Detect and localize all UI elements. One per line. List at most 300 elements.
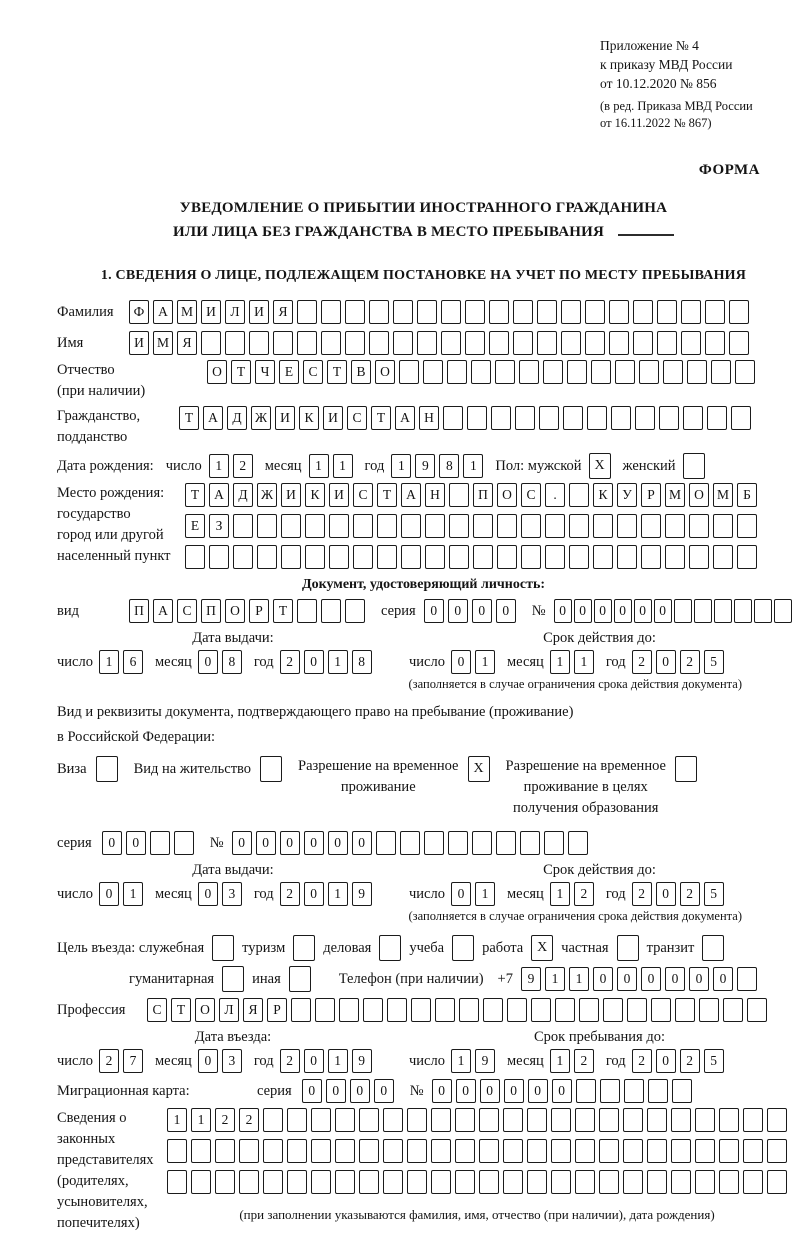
char-cell: Р <box>249 599 269 623</box>
birth-place-cells-row3 <box>185 545 757 569</box>
form-label: ФОРМА <box>698 162 760 178</box>
char-cell: А <box>395 406 415 430</box>
permit-issue-day-cells <box>99 882 143 906</box>
sex-female-label: женский <box>622 457 676 474</box>
char-cell <box>623 1170 643 1194</box>
char-cell: 0 <box>656 650 676 674</box>
migration-card-row <box>57 1077 790 1104</box>
char-cell <box>359 1108 379 1132</box>
sex-male-checkbox: X <box>589 453 611 479</box>
char-cell <box>714 599 732 623</box>
char-cell: Т <box>377 483 397 507</box>
char-cell <box>473 514 493 538</box>
char-cell <box>435 998 455 1022</box>
char-cell <box>735 360 755 384</box>
char-cell: 0 <box>304 882 324 906</box>
migration-series-label: серия <box>257 1082 292 1099</box>
permit-valid-note: (заполняется в случае ограничения срока действия документа) <box>408 909 742 923</box>
char-cell <box>729 300 749 324</box>
purpose-tourism-label: туризм <box>242 939 286 956</box>
char-cell <box>695 1170 715 1194</box>
patronymic-label-line2: (при наличии) <box>57 383 146 399</box>
char-cell <box>263 1170 283 1194</box>
char-cell: Ж <box>257 483 277 507</box>
char-cell: 0 <box>504 1079 524 1103</box>
citizenship-label <box>57 406 179 448</box>
char-cell: 0 <box>198 1049 218 1073</box>
char-cell: А <box>401 483 421 507</box>
char-cell <box>731 406 751 430</box>
char-cell <box>641 514 661 538</box>
char-cell: 0 <box>656 1049 676 1073</box>
purpose-private-label: частная <box>561 939 609 956</box>
char-cell <box>635 406 655 430</box>
char-cell: 5 <box>704 882 724 906</box>
purpose-work-checkbox: X <box>531 935 553 961</box>
char-cell <box>359 1170 379 1194</box>
char-cell: Е <box>279 360 299 384</box>
char-cell <box>707 406 727 430</box>
char-cell <box>767 1139 787 1163</box>
purpose-official-checkbox <box>212 935 234 961</box>
char-cell <box>263 1139 283 1163</box>
migration-series-cells <box>302 1079 394 1103</box>
char-cell <box>315 998 335 1022</box>
char-cell: 2 <box>632 882 652 906</box>
char-cell: 7 <box>123 1049 143 1073</box>
doc-valid-group <box>409 630 790 674</box>
purpose-business-checkbox <box>379 935 401 961</box>
stay-year-label: год <box>605 1053 626 1069</box>
char-cell <box>479 1108 499 1132</box>
char-cell <box>311 1139 331 1163</box>
purpose-other-checkbox <box>289 966 311 992</box>
char-cell: 9 <box>352 882 372 906</box>
entry-day-cells <box>99 1049 143 1073</box>
char-cell <box>369 331 389 355</box>
doc-issue-group <box>57 630 409 674</box>
char-cell: 1 <box>209 454 229 478</box>
char-cell: 0 <box>656 882 676 906</box>
char-cell <box>539 406 559 430</box>
char-cell <box>527 1170 547 1194</box>
char-cell: И <box>323 406 343 430</box>
char-cell <box>273 331 293 355</box>
char-cell: 0 <box>654 599 672 623</box>
char-cell: 1 <box>333 454 353 478</box>
char-cell <box>281 514 301 538</box>
char-cell <box>689 545 709 569</box>
char-cell <box>407 1170 427 1194</box>
char-cell <box>431 1170 451 1194</box>
citizenship-cells <box>179 406 751 430</box>
form-title-line2-wrap <box>57 220 790 244</box>
char-cell <box>647 1139 667 1163</box>
char-cell <box>767 1108 787 1132</box>
entry-dates-row <box>57 1029 790 1073</box>
doc-issue-month-label: месяц <box>154 654 192 670</box>
char-cell <box>447 360 467 384</box>
char-cell <box>647 1108 667 1132</box>
char-cell: И <box>275 406 295 430</box>
representatives-row <box>57 1108 790 1234</box>
birth-month-label: месяц <box>264 457 302 474</box>
birth-date-row <box>57 452 790 479</box>
stay-month-cells <box>550 1049 594 1073</box>
permit-valid-year-label: год <box>605 886 626 902</box>
char-cell <box>297 599 317 623</box>
char-cell: 1 <box>545 967 565 991</box>
char-cell <box>399 360 419 384</box>
char-cell <box>657 300 677 324</box>
permit-valid-group <box>409 862 790 906</box>
char-cell <box>603 998 623 1022</box>
char-cell <box>671 1108 691 1132</box>
char-cell <box>551 1139 571 1163</box>
char-cell <box>167 1139 187 1163</box>
char-cell: 1 <box>99 650 119 674</box>
char-cell <box>719 1139 739 1163</box>
char-cell <box>257 514 277 538</box>
char-cell: Я <box>177 331 197 355</box>
char-cell <box>215 1139 235 1163</box>
char-cell <box>497 514 517 538</box>
purpose-humanitarian-label: гуманитарная <box>129 970 215 987</box>
char-cell: 1 <box>451 1049 471 1073</box>
char-cell <box>674 599 692 623</box>
char-cell <box>521 545 541 569</box>
char-cell <box>297 300 317 324</box>
permit-issue-month-label: месяц <box>154 886 192 902</box>
temp-residence-label: Разрешение на временное проживание <box>298 758 459 795</box>
char-cell <box>513 300 533 324</box>
doc-dates-row <box>57 630 790 674</box>
doc-issue-day-label: число <box>57 654 93 670</box>
char-cell <box>305 514 325 538</box>
char-cell: У <box>617 483 637 507</box>
appendix-line-3: от 10.12.2020 № 856 <box>600 76 717 91</box>
citizenship-row <box>57 406 790 448</box>
birth-place-label-line3: город или другой <box>57 527 164 543</box>
sex-female-checkbox <box>683 453 705 479</box>
char-cell: 2 <box>680 882 700 906</box>
doc-number-cells <box>554 599 792 623</box>
char-cell: 0 <box>614 599 632 623</box>
permit-valid-day-label: число <box>409 886 445 902</box>
char-cell: К <box>593 483 613 507</box>
permit-issue-day-label: число <box>57 886 93 902</box>
char-cell: 1 <box>550 882 570 906</box>
birth-place-cells <box>185 483 757 569</box>
representatives-label-line5: усыновителях, <box>57 1194 148 1210</box>
char-cell: 2 <box>680 1049 700 1073</box>
form-title-line1: УВЕДОМЛЕНИЕ О ПРИБЫТИИ ИНОСТРАННОГО ГРАЖДАНИНА <box>179 200 668 216</box>
visa-label: Виза <box>57 761 87 777</box>
char-cell <box>657 331 677 355</box>
char-cell <box>569 545 589 569</box>
char-cell <box>591 360 611 384</box>
char-cell <box>383 1139 403 1163</box>
char-cell <box>423 360 443 384</box>
char-cell <box>711 360 731 384</box>
char-cell <box>599 1170 619 1194</box>
char-cell: 0 <box>665 967 685 991</box>
char-cell: Л <box>219 998 239 1022</box>
char-cell <box>689 514 709 538</box>
char-cell: Т <box>231 360 251 384</box>
purpose-work-label: работа <box>482 939 524 956</box>
char-cell <box>345 300 365 324</box>
purpose-humanitarian-checkbox <box>222 966 244 992</box>
char-cell <box>209 545 229 569</box>
char-cell <box>311 1170 331 1194</box>
char-cell: 2 <box>574 1049 594 1073</box>
char-cell: 0 <box>456 1079 476 1103</box>
char-cell <box>599 1139 619 1163</box>
char-cell: П <box>129 599 149 623</box>
stay-month-label: месяц <box>506 1053 544 1069</box>
char-cell <box>527 1139 547 1163</box>
char-cell: Т <box>185 483 205 507</box>
appendix-block <box>600 36 790 132</box>
char-cell: Я <box>243 998 263 1022</box>
char-cell <box>393 331 413 355</box>
purpose-study-checkbox <box>452 935 474 961</box>
char-cell <box>719 1170 739 1194</box>
profession-cells <box>147 998 767 1022</box>
char-cell: М <box>153 331 173 355</box>
char-cell <box>743 1170 763 1194</box>
char-cell <box>737 514 757 538</box>
char-cell <box>393 300 413 324</box>
char-cell <box>624 1079 644 1103</box>
char-cell <box>335 1170 355 1194</box>
char-cell: 1 <box>475 882 495 906</box>
char-cell <box>425 545 445 569</box>
char-cell <box>472 831 492 855</box>
char-cell <box>377 514 397 538</box>
birth-month-cells <box>309 454 353 478</box>
char-cell: 0 <box>99 882 119 906</box>
char-cell: Т <box>371 406 391 430</box>
char-cell <box>441 331 461 355</box>
char-cell: 0 <box>280 831 300 855</box>
char-cell: . <box>545 483 565 507</box>
char-cell <box>713 545 733 569</box>
permit-valid-day-cells <box>451 882 495 906</box>
char-cell <box>401 514 421 538</box>
temp-residence-edu-label: Разрешение на временное проживание в целях получения образования <box>505 758 666 816</box>
char-cell <box>449 483 469 507</box>
char-cell <box>339 998 359 1022</box>
migration-number-cells <box>432 1079 692 1103</box>
char-cell: 5 <box>704 1049 724 1073</box>
char-cell: 0 <box>554 599 572 623</box>
char-cell <box>376 831 396 855</box>
char-cell <box>593 514 613 538</box>
char-cell <box>345 599 365 623</box>
char-cell <box>449 514 469 538</box>
char-cell: 3 <box>222 1049 242 1073</box>
char-cell: Е <box>185 514 205 538</box>
char-cell <box>651 998 671 1022</box>
doc-valid-day-label: число <box>409 654 445 670</box>
birth-place-label-line1: Место рождения: <box>57 485 165 501</box>
char-cell: 1 <box>550 650 570 674</box>
birth-day-label: число <box>165 457 202 474</box>
doc-type-row <box>57 597 790 624</box>
representatives-cells-row3 <box>167 1170 787 1194</box>
char-cell <box>473 545 493 569</box>
char-cell <box>431 1108 451 1132</box>
char-cell: О <box>225 599 245 623</box>
char-cell <box>527 1108 547 1132</box>
char-cell <box>705 300 725 324</box>
char-cell: Б <box>737 483 757 507</box>
char-cell <box>551 1170 571 1194</box>
char-cell: 2 <box>280 882 300 906</box>
phone-prefix: +7 <box>497 970 513 987</box>
char-cell: 0 <box>424 599 444 623</box>
char-cell <box>329 545 349 569</box>
char-cell: 1 <box>463 454 483 478</box>
char-cell: С <box>303 360 323 384</box>
char-cell: 0 <box>102 831 122 855</box>
char-cell <box>407 1139 427 1163</box>
char-cell: Т <box>273 599 293 623</box>
char-cell <box>383 1170 403 1194</box>
stay-until-label: Срок пребывания до: <box>534 1029 665 1045</box>
char-cell <box>627 998 647 1022</box>
char-cell: 1 <box>309 454 329 478</box>
entry-year-label: год <box>253 1053 274 1069</box>
char-cell <box>576 1079 596 1103</box>
birth-place-label-line4: населенный пункт <box>57 548 171 564</box>
char-cell <box>225 331 245 355</box>
char-cell: А <box>153 599 173 623</box>
doc-issue-month-cells <box>198 650 242 674</box>
char-cell <box>335 1108 355 1132</box>
title-blank-underline <box>618 220 674 236</box>
char-cell <box>672 1079 692 1103</box>
char-cell: 0 <box>574 599 592 623</box>
char-cell <box>249 331 269 355</box>
char-cell <box>215 1170 235 1194</box>
appendix-line-2: к приказу МВД России <box>600 57 733 72</box>
char-cell <box>551 1108 571 1132</box>
permit-option-temp-residence-edu <box>506 756 697 819</box>
permit-series-row <box>57 829 790 856</box>
char-cell <box>665 545 685 569</box>
char-cell <box>671 1170 691 1194</box>
stay-day-label: число <box>409 1053 445 1069</box>
char-cell: И <box>329 483 349 507</box>
representatives-label <box>57 1108 167 1234</box>
char-cell <box>443 406 463 430</box>
doc-valid-year-label: год <box>605 654 626 670</box>
char-cell: 1 <box>391 454 411 478</box>
char-cell <box>617 545 637 569</box>
char-cell <box>287 1170 307 1194</box>
doc-valid-month-label: месяц <box>506 654 544 670</box>
char-cell: И <box>249 300 269 324</box>
char-cell: О <box>207 360 227 384</box>
doc-issue-label: Дата выдачи: <box>192 630 274 646</box>
char-cell <box>496 831 516 855</box>
char-cell <box>568 831 588 855</box>
permit-option-visa <box>57 756 118 782</box>
char-cell <box>417 331 437 355</box>
entry-date-label: Дата въезда: <box>194 1029 272 1045</box>
char-cell: 2 <box>632 650 652 674</box>
char-cell: И <box>129 331 149 355</box>
char-cell <box>363 998 383 1022</box>
doc-valid-label: Срок действия до: <box>543 630 656 646</box>
char-cell <box>569 514 589 538</box>
char-cell: 9 <box>352 1049 372 1073</box>
permit-dates-row <box>57 862 790 906</box>
purpose-business-label: деловая <box>323 939 372 956</box>
purpose-row <box>57 934 790 961</box>
char-cell: Д <box>233 483 253 507</box>
char-cell <box>239 1170 259 1194</box>
char-cell <box>609 331 629 355</box>
char-cell: 0 <box>256 831 276 855</box>
patronymic-row <box>57 360 790 402</box>
char-cell <box>579 998 599 1022</box>
char-cell: 0 <box>528 1079 548 1103</box>
entry-day-label: число <box>57 1053 93 1069</box>
char-cell: Д <box>227 406 247 430</box>
char-cell <box>411 998 431 1022</box>
char-cell: 1 <box>475 650 495 674</box>
char-cell <box>587 406 607 430</box>
char-cell: И <box>201 300 221 324</box>
char-cell <box>467 406 487 430</box>
phone-cells <box>521 967 757 991</box>
representatives-label-line6: попечителях) <box>57 1215 140 1231</box>
char-cell: 0 <box>432 1079 452 1103</box>
char-cell: 0 <box>198 882 218 906</box>
char-cell <box>774 599 792 623</box>
residence-permit-label: Вид на жительство <box>133 761 252 777</box>
char-cell <box>465 300 485 324</box>
entry-month-label: месяц <box>154 1053 192 1069</box>
char-cell: 1 <box>328 882 348 906</box>
doc-series-cells <box>424 599 516 623</box>
char-cell <box>150 831 170 855</box>
char-cell <box>665 514 685 538</box>
appendix-line-1: Приложение № 4 <box>600 38 699 53</box>
char-cell: 2 <box>280 650 300 674</box>
char-cell <box>567 360 587 384</box>
char-cell: 2 <box>574 882 594 906</box>
permit-issue-year-cells <box>280 882 372 906</box>
identity-doc-heading: Документ, удостоверяющий личность: <box>301 577 546 592</box>
char-cell: Л <box>225 300 245 324</box>
entry-date-group <box>57 1029 409 1073</box>
permit-series-cells <box>102 831 194 855</box>
char-cell <box>479 1170 499 1194</box>
permit-number-sign: № <box>209 834 224 851</box>
char-cell <box>609 300 629 324</box>
char-cell <box>723 998 743 1022</box>
doc-issue-year-cells <box>280 650 372 674</box>
char-cell <box>593 545 613 569</box>
char-cell <box>633 300 653 324</box>
char-cell <box>281 545 301 569</box>
char-cell <box>503 1139 523 1163</box>
